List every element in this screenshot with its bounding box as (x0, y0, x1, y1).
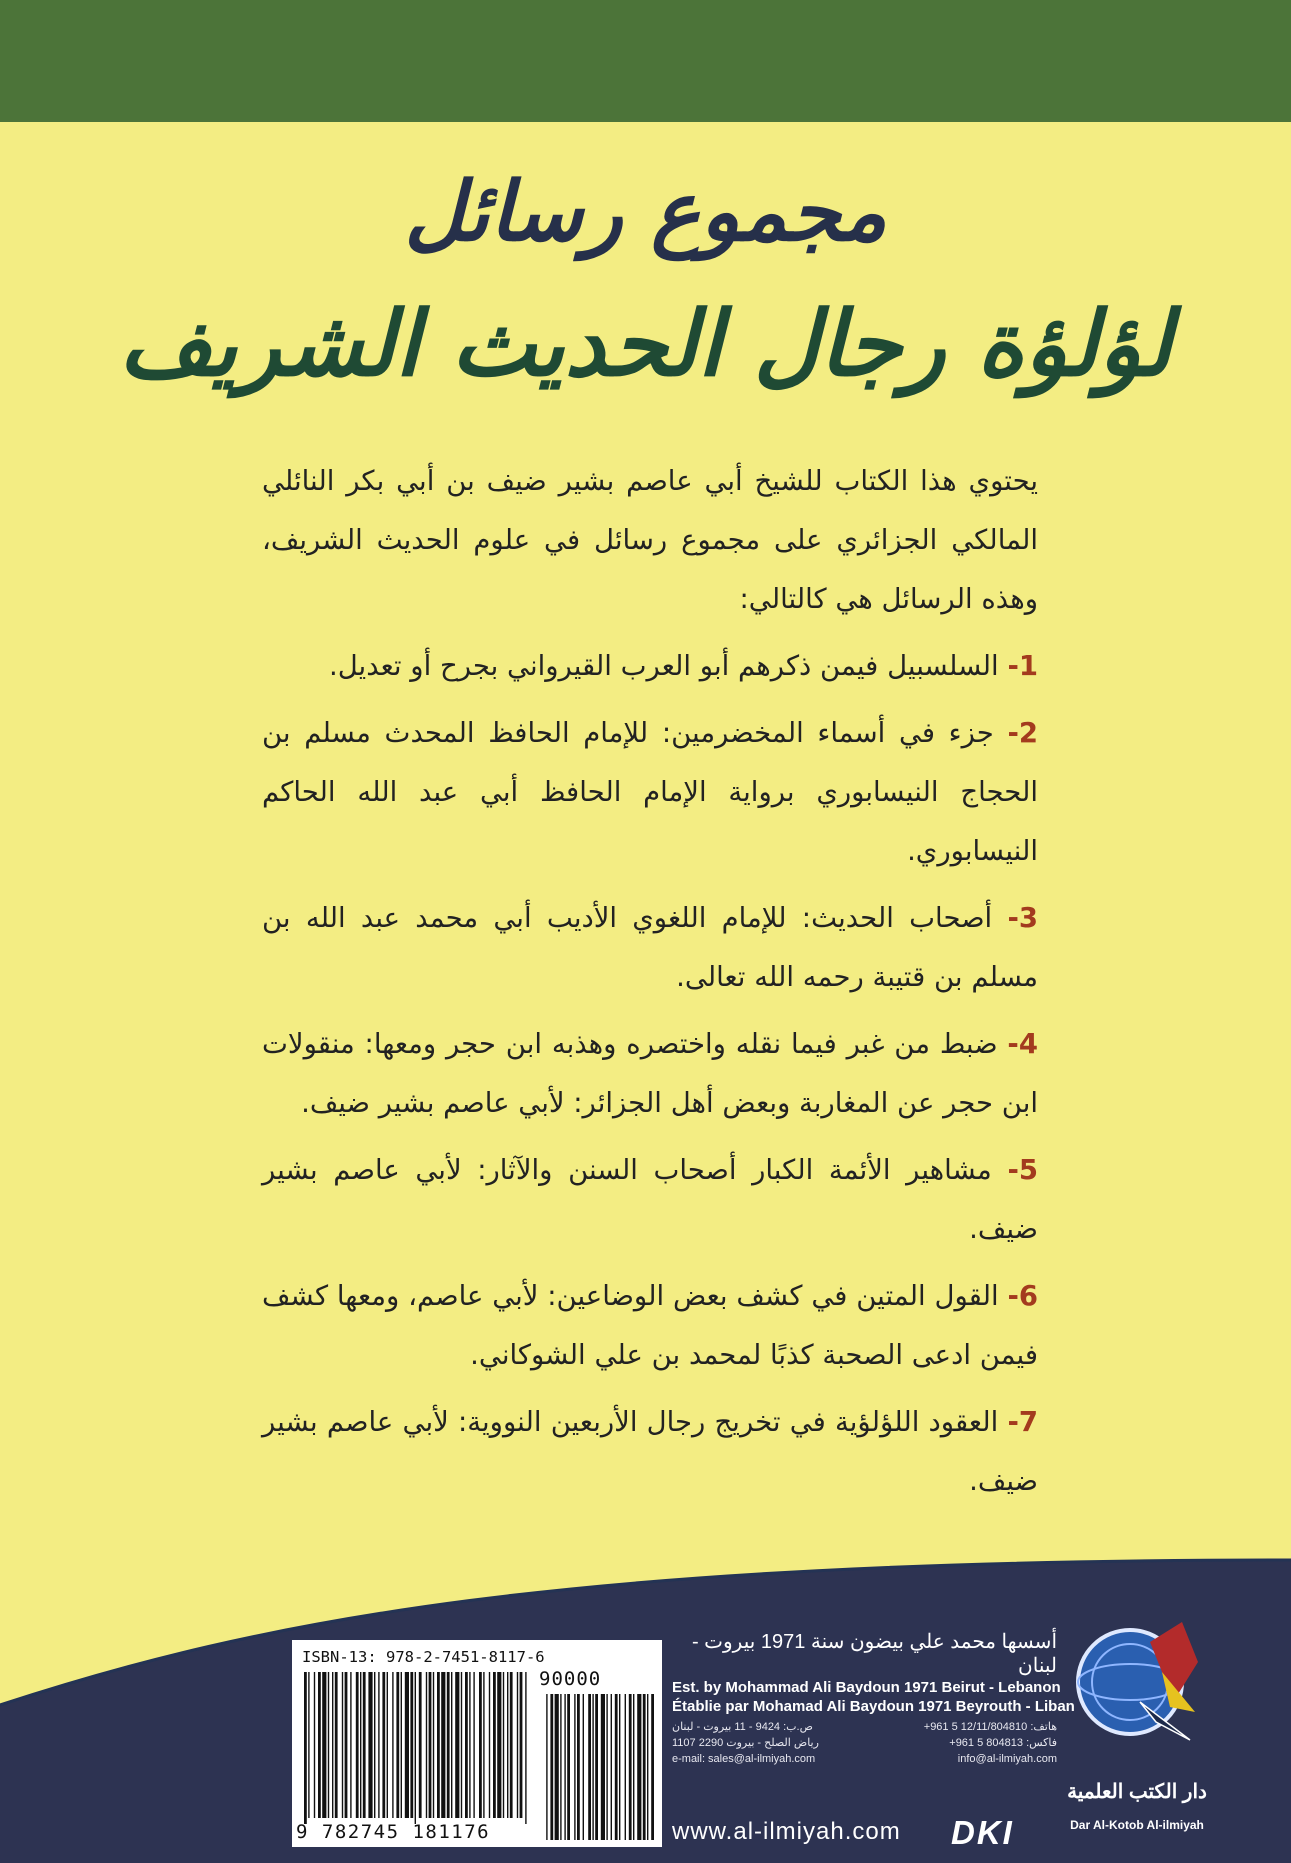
publisher-contacts (672, 1720, 1057, 1780)
barcode-addon-bar (606, 1694, 607, 1840)
barcode-bar (363, 1672, 366, 1818)
barcode-addon-bar (564, 1694, 565, 1840)
publisher-arabic-line: أسسها محمد علي بيضون سنة 1971 بيروت - لبنان (691, 1631, 1057, 1677)
publisher-website: www.al-ilmiyah.com (672, 1818, 901, 1845)
item-number: 4- (1007, 1028, 1038, 1060)
list-item (262, 637, 1038, 696)
list-item (262, 1393, 1038, 1511)
list-item (262, 1015, 1038, 1133)
item-number: 3- (1007, 902, 1038, 934)
barcode-bar (517, 1672, 518, 1818)
item-text: ضبط من غبر فيما نقله واختصره وهذبه ابن حجر ومعها: منقولات ابن حجر عن المغاربة وبعض أهل الجزائر: لأبي عاصم بشير ضيف. (262, 1028, 1038, 1119)
barcode-bar (465, 1672, 468, 1818)
title-line-1: مجموع رسائل (404, 165, 887, 260)
barcode-bar (520, 1672, 523, 1818)
barcode-bar (507, 1672, 508, 1818)
barcode-addon-bar (611, 1694, 612, 1840)
barcode-bar (405, 1672, 409, 1818)
barcode-digits: 9 782745 181176 (296, 1821, 491, 1843)
item-number: 2- (1007, 717, 1038, 749)
barcode-bar (356, 1672, 359, 1818)
dki-logo-text: DKI (951, 1814, 1014, 1851)
barcode-addon-number: 90000 (539, 1668, 602, 1690)
barcode-bar (314, 1672, 315, 1818)
barcode-bar (441, 1672, 445, 1818)
barcode-addon-bar (643, 1694, 646, 1840)
barcode-bars (292, 1640, 662, 1847)
barcode-bar (510, 1672, 513, 1818)
barcode-bar (461, 1672, 462, 1818)
barcode-bar (342, 1672, 343, 1818)
intro-paragraph: يحتوي هذا الكتاب للشيخ أبي عاصم بشير ضيف بن أبي بكر النائلي المالكي الجزائري على مجموع رسائل في علوم الحديث الشريف، وهذه الرسائل هي كالتالي: (262, 465, 1038, 615)
barcode-bar (451, 1672, 452, 1818)
barcode-bar (410, 1672, 413, 1818)
barcode-addon-bar (629, 1694, 632, 1840)
barcode-bar (382, 1672, 385, 1818)
barcode-bar (318, 1672, 321, 1818)
barcode-bar (525, 1672, 526, 1824)
barcode-bar (497, 1672, 501, 1818)
description-text (262, 452, 1038, 1519)
barcode-bar (419, 1672, 422, 1818)
barcode-bar (322, 1672, 326, 1818)
barcode-bar (493, 1672, 496, 1818)
barcode-addon-bar (577, 1694, 580, 1840)
barcode-bar (360, 1672, 361, 1818)
publisher-globe-logo (1070, 1612, 1205, 1742)
barcode-bar (345, 1672, 348, 1818)
barcode-addon-bar (546, 1694, 547, 1840)
item-text: العقود اللؤلؤية في تخريج رجال الأربعين النووية: لأبي عاصم بشير ضيف. (262, 1406, 1038, 1497)
item-text: السلسبيل فيمن ذكرهم أبو العرب القيرواني بجرح أو تعديل. (328, 650, 999, 682)
list-item (262, 1141, 1038, 1259)
barcode-bar (368, 1672, 372, 1818)
phone-line: هاتف: 12/11/804810 5 961+ (923, 1721, 1057, 1733)
title-line-2: لؤلؤة رجال الحديث الشريف (119, 292, 1172, 397)
sales-email: e-mail: sales@al-ilmiyah.com (672, 1753, 816, 1765)
item-number: 7- (1007, 1406, 1039, 1438)
barcode-addon-bar (550, 1694, 553, 1840)
barcode-addon-bar (595, 1694, 598, 1840)
barcode-bar (503, 1672, 504, 1818)
pobox-line: ص.ب: 9424 - 11 بيروت - لبنان (672, 1721, 813, 1733)
item-text: أصحاب الحديث: للإمام اللغوي الأديب أبي محمد عبد الله بن مسلم بن قتيبة رحمه الله تعالى. (262, 902, 1038, 993)
fax-line: فاكس: 804813 5 961+ (949, 1737, 1057, 1749)
barcode-bar (469, 1672, 470, 1818)
barcode-addon-bar (619, 1694, 620, 1840)
barcode-bar (479, 1672, 482, 1818)
item-text: مشاهير الأئمة الكبار أصحاب السنن والآثار: لأبي عاصم بشير ضيف. (262, 1154, 1038, 1245)
barcode-addon-bar (633, 1694, 634, 1840)
barcode-bar (308, 1672, 309, 1818)
barcode-addon-bar (588, 1694, 591, 1840)
barcode-addon-bar (560, 1694, 561, 1840)
barcode-bar (332, 1672, 333, 1818)
postal-line: رياض الصلح - بيروت 2290 1107 (672, 1737, 819, 1749)
barcode-addon-bar (567, 1694, 570, 1840)
barcode-bar (415, 1672, 416, 1824)
barcode-addon-bar (555, 1694, 559, 1840)
publisher-info (672, 1630, 1075, 1780)
barcode-bar (350, 1672, 351, 1818)
barcode-addon-bar (615, 1694, 618, 1840)
barcode-bar (429, 1672, 432, 1818)
publisher-french-line: Établie par Mohamad Ali Baydoun 1971 Beyrouth - Liban (672, 1698, 1075, 1715)
publisher-logo-english: Dar Al-Kotob Al-ilmiyah (1070, 1818, 1204, 1832)
barcode-bar (392, 1672, 393, 1818)
barcode-bar (426, 1672, 427, 1818)
barcode-addon-bar (583, 1694, 584, 1840)
barcode-bar (387, 1672, 388, 1818)
barcode-bar (304, 1672, 307, 1824)
list-item (262, 889, 1038, 1007)
publisher-english-line: Est. by Mohammad Ali Baydoun 1971 Beirut - Lebanon (672, 1679, 1061, 1696)
barcode-addon-bar (592, 1694, 593, 1840)
barcode-bar (489, 1672, 490, 1818)
item-text: جزء في أسماء المخضرمين: للإمام الحافظ المحدث مسلم بن الحجاج النيسابوري برواية الإمام الحافظ أبي عبد الله الحاكم النيسابوري. (262, 717, 1038, 867)
list-item (262, 1267, 1038, 1385)
item-text: القول المتين في كشف بعض الوضاعين: لأبي عاصم، ومعها كشف فيمن ادعى الصحبة كذبًا لمحمد بن علي الشوكاني. (262, 1280, 1038, 1371)
barcode-bar (433, 1672, 434, 1818)
barcode-bar (437, 1672, 440, 1818)
barcode-addon-bar (601, 1694, 605, 1840)
barcode-bar (328, 1672, 329, 1818)
isbn-barcode (292, 1640, 662, 1847)
info-email: info@al-ilmiyah.com (957, 1753, 1057, 1765)
barcode-bar (455, 1672, 459, 1818)
barcode-bar (483, 1672, 484, 1818)
barcode-addon-bar (625, 1694, 626, 1840)
barcode-addon-bar (637, 1694, 641, 1840)
isbn-number: ISBN-13: 978-2-7451-8117-6 (302, 1648, 545, 1666)
barcode-bar (473, 1672, 474, 1818)
barcode-addon-bar (651, 1694, 654, 1840)
barcode-bar (447, 1672, 450, 1818)
barcode-bar (401, 1672, 402, 1818)
barcode-bar (374, 1672, 375, 1818)
barcode-bar (378, 1672, 379, 1818)
barcode-bar (335, 1672, 338, 1818)
item-number: 6- (1007, 1280, 1038, 1312)
list-item (262, 704, 1038, 881)
barcode-addon-bar (647, 1694, 648, 1840)
item-number: 1- (1007, 650, 1038, 682)
barcode-bar (396, 1672, 399, 1818)
barcode-addon-bar (574, 1694, 575, 1840)
publisher-logo-arabic: دار الكتب العلمية (1067, 1781, 1207, 1803)
item-number: 5- (1007, 1154, 1038, 1186)
